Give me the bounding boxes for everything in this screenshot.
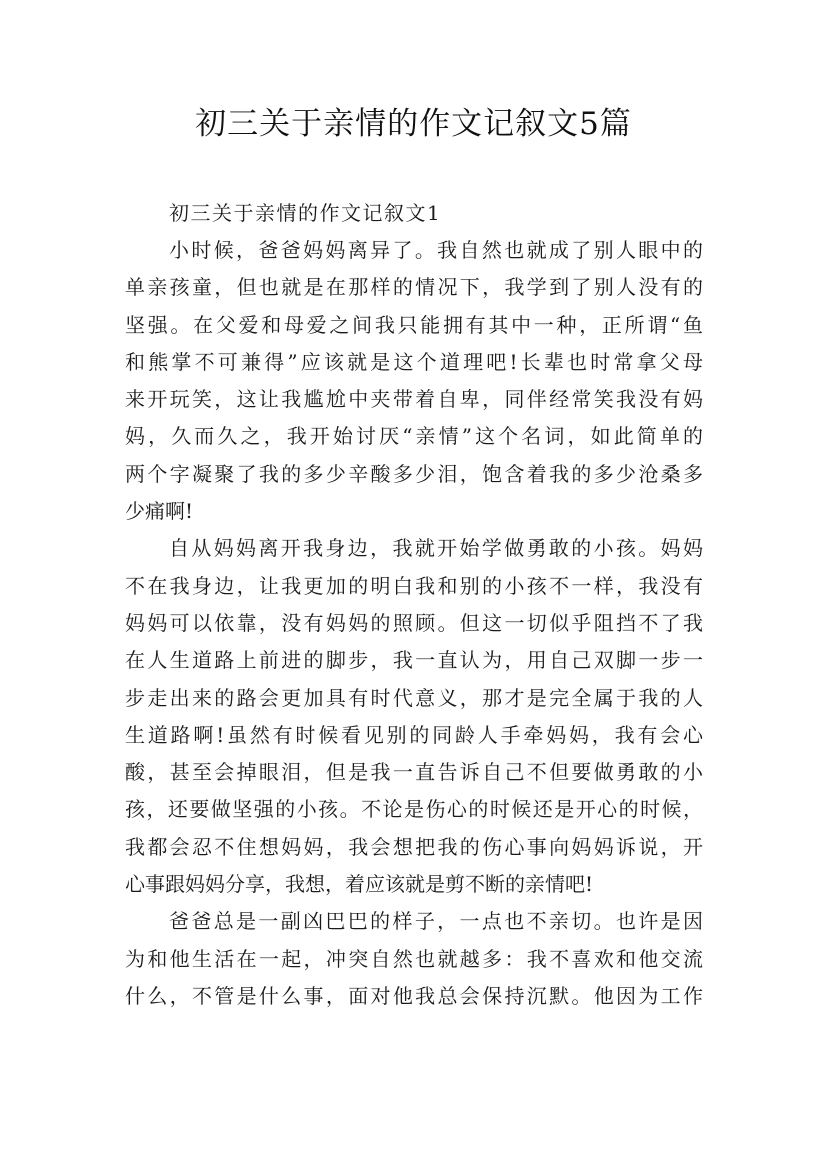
text-line: 小时候，爸爸妈妈离异了。我自然也就成了别人眼中的 xyxy=(169,238,703,262)
text-line: 心事跟妈妈分享，我想，着应该就是剪不断的亲情吧! xyxy=(125,872,594,897)
text-line: 爸爸总是一副凶巴巴的样子，一点也不亲切。也许是因 xyxy=(169,909,703,934)
paragraph xyxy=(125,903,703,1015)
text-line: 我都会忍不住想妈妈，我会想把我的伤心事向妈妈诉说，开 xyxy=(125,834,703,859)
text-line: 自从妈妈离开我身边，我就开始学做勇敢的小孩。妈妈 xyxy=(169,536,703,561)
document-body xyxy=(125,195,703,1015)
text-line: 不在我身边，让我更加的明白我和别的小孩不一样，我没有 xyxy=(125,573,703,598)
text-line: 在人生道路上前进的脚步，我一直认为，用自己双脚一步一 xyxy=(125,648,703,673)
text-line: 少痛啊! xyxy=(125,499,194,524)
text-line: 单亲孩童，但也就是在那样的情况下，我学到了别人没有的 xyxy=(125,275,703,300)
paragraph xyxy=(125,232,703,530)
text-line: 孩，还要做坚强的小孩。不论是伤心的时候还是开心的时候， xyxy=(125,797,703,822)
text-line: 坚强。在父爱和母爱之间我只能拥有其中一种，正所谓“鱼 xyxy=(125,312,703,337)
text-line: 来开玩笑，这让我尴尬中夹带着自卑，同伴经常笑我没有妈 xyxy=(125,387,703,412)
text-line: 为和他生活在一起，冲突自然也就越多：我不喜欢和他交流 xyxy=(125,946,703,971)
text-line: 酸，甚至会掉眼泪，但是我一直告诉自己不但要做勇敢的小 xyxy=(125,760,703,785)
text-line: 妈，久而久之，我开始讨厌“亲情”这个名词，如此简单的 xyxy=(125,424,703,449)
text-line: 和熊掌不可兼得”应该就是这个道理吧!长辈也时常拿父母 xyxy=(125,349,703,374)
text-line: 什么，不管是什么事，面对他我总会保持沉默。他因为工作 xyxy=(125,983,703,1008)
essay-subtitle: 初三关于亲情的作文记叙文1 xyxy=(169,201,442,225)
text-line: 两个字凝聚了我的多少辛酸多少泪，饱含着我的多少沧桑多 xyxy=(125,461,703,486)
text-line: 步走出来的路会更加具有时代意义，那才是完全属于我的人 xyxy=(125,685,703,710)
text-line: 生道路啊!虽然有时候看见别的同龄人手牵妈妈，我有会心 xyxy=(125,722,703,747)
text-line: 妈妈可以依靠，没有妈妈的照顾。但这一切似乎阻挡不了我 xyxy=(125,610,703,635)
paragraph xyxy=(125,530,703,903)
document-title: 初三关于亲情的作文记叙文5篇 xyxy=(195,106,632,142)
